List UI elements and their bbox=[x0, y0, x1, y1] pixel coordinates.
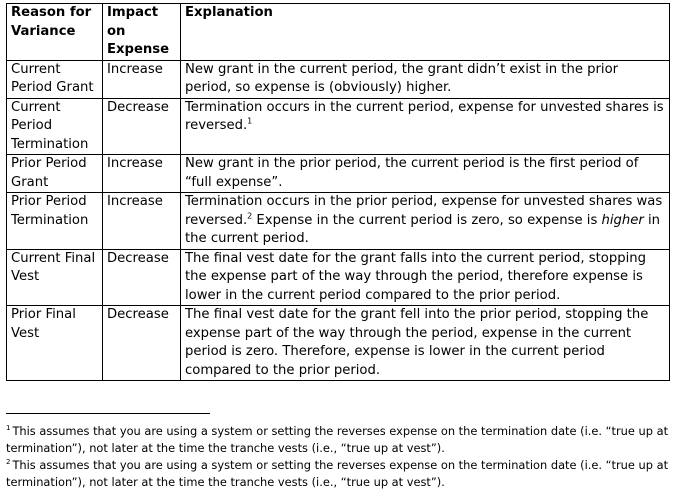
footnote-text: This assumes that you are using a system or setting the reverses expense on the termination date (i.e. “true up at termination”), not later at the time the tranche vests (i.e., “true up at vest”). bbox=[6, 458, 669, 489]
cell-explanation bbox=[181, 98, 670, 155]
cell-reason: Prior Period Termination bbox=[7, 193, 103, 250]
emphasized-text: higher bbox=[601, 212, 644, 228]
cell-reason: Current Final Vest bbox=[7, 249, 103, 306]
cell-explanation bbox=[181, 193, 670, 250]
footnote-reference[interactable]: 1 bbox=[247, 116, 253, 126]
footnote-reference[interactable]: 2 bbox=[247, 211, 253, 221]
cell-reason: Prior Final Vest bbox=[7, 306, 103, 381]
table-header-row bbox=[7, 4, 670, 61]
header-impact: Impact on Expense bbox=[103, 4, 181, 61]
cell-reason: Current Period Grant bbox=[7, 60, 103, 98]
table-row bbox=[7, 98, 670, 155]
cell-impact: Decrease bbox=[103, 98, 181, 155]
explanation-text: Termination occurs in the prior period, expense for unvested shares was reversed. bbox=[185, 194, 663, 228]
footnotes bbox=[6, 423, 671, 491]
cell-impact: Decrease bbox=[103, 306, 181, 381]
table-row bbox=[7, 306, 670, 381]
cell-reason: Current Period Termination bbox=[7, 98, 103, 155]
table-row bbox=[7, 249, 670, 306]
footnote-separator bbox=[6, 413, 210, 414]
cell-impact: Increase bbox=[103, 60, 181, 98]
cell-explanation: New grant in the prior period, the current period is the first period of “full expense”. bbox=[181, 155, 670, 193]
footnote-text: This assumes that you are using a system or setting the reverses expense on the termination date (i.e. “true up at termination”), not later at the time the tranche vests (i.e., “true up at vest”). bbox=[6, 424, 669, 455]
table-row bbox=[7, 155, 670, 193]
cell-explanation: New grant in the current period, the grant didn’t exist in the prior period, so expense is (obviously) higher. bbox=[181, 60, 670, 98]
header-reason: Reason for Variance bbox=[7, 4, 103, 61]
footnote-marker: 1 bbox=[6, 424, 11, 433]
explanation-text: Termination occurs in the current period, expense for unvested shares is reversed. bbox=[185, 99, 664, 133]
variance-table bbox=[6, 3, 670, 381]
cell-explanation: The final vest date for the grant falls into the current period, stopping the expense part of the way through the period, therefore expense is lower in the current period compared to the prior period. bbox=[181, 249, 670, 306]
cell-reason: Prior Period Grant bbox=[7, 155, 103, 193]
footnote bbox=[6, 457, 671, 491]
cell-impact: Decrease bbox=[103, 249, 181, 306]
table-row bbox=[7, 60, 670, 98]
explanation-text: in the current period. bbox=[185, 212, 661, 246]
cell-impact: Increase bbox=[103, 155, 181, 193]
header-explanation: Explanation bbox=[181, 4, 670, 61]
footnote bbox=[6, 423, 671, 457]
footnote-marker: 2 bbox=[6, 458, 11, 467]
cell-impact: Increase bbox=[103, 193, 181, 250]
explanation-text: Expense in the current period is zero, so expense is bbox=[252, 212, 602, 228]
table-row bbox=[7, 193, 670, 250]
cell-explanation: The final vest date for the grant fell into the prior period, stopping the expense part of the way through the period, expense in the current period is zero. Therefore, expense is lower in the current period compared to the prior period. bbox=[181, 306, 670, 381]
